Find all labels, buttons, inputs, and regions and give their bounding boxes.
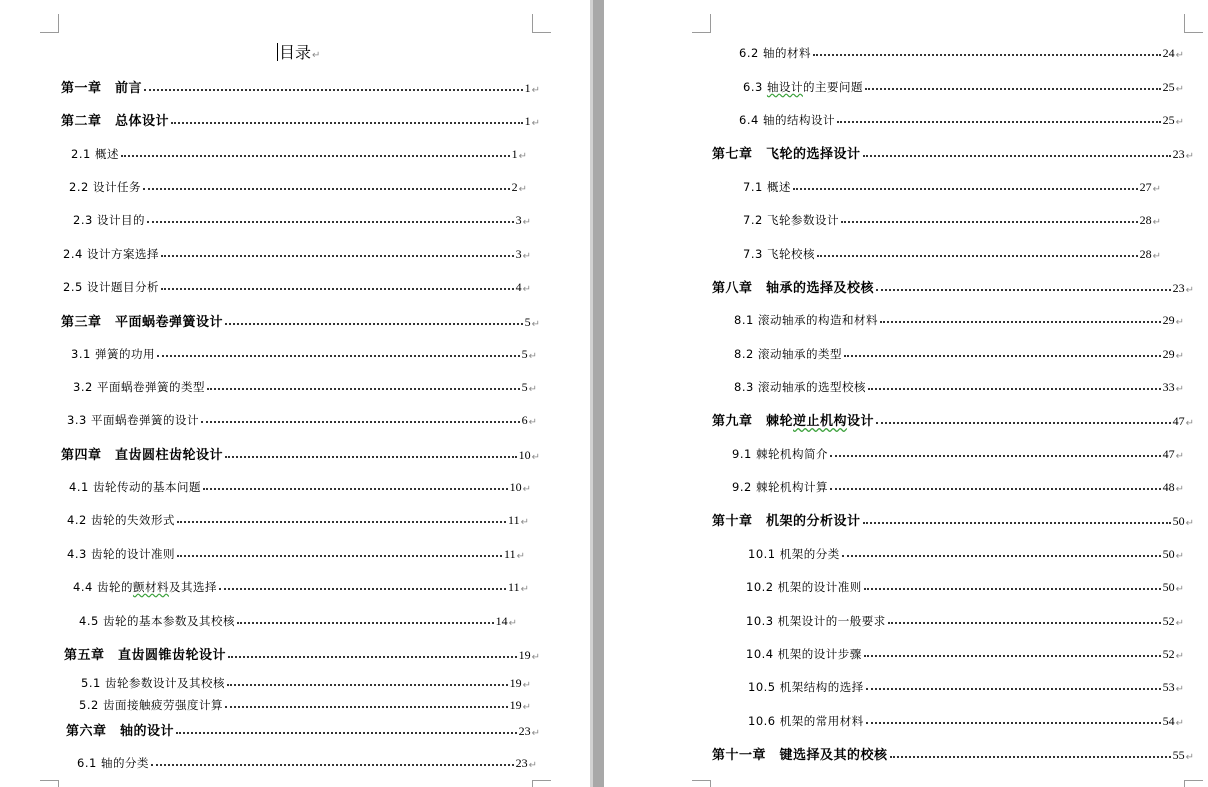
- toc-entry[interactable]: [748, 711, 1184, 729]
- page-number: 50: [1162, 547, 1175, 561]
- dot-leader: [842, 555, 1161, 557]
- page-number: 50: [1162, 580, 1175, 594]
- dot-leader: [817, 255, 1138, 257]
- paragraph-mark-icon: ↵: [531, 85, 540, 96]
- toc-section-title: 7.2 飞轮参数设计: [743, 213, 839, 227]
- paragraph-mark-icon: ↵: [522, 484, 531, 495]
- toc-entry[interactable]: [712, 143, 1194, 162]
- toc-entry[interactable]: [64, 644, 540, 663]
- toc-chapter-title: 第十一章 键选择及其的校核: [712, 748, 888, 763]
- toc-entry[interactable]: [73, 577, 529, 595]
- page-number: 6: [521, 413, 528, 427]
- dot-leader: [177, 521, 506, 523]
- toc-section-title: 9.2 棘轮机构计算: [732, 480, 828, 494]
- page-number: 50: [1172, 514, 1185, 528]
- toc-section-title: 10.5 机架结构的选择: [748, 680, 864, 694]
- page-number: 3: [515, 247, 522, 261]
- page-number: 53: [1162, 680, 1175, 694]
- paragraph-mark-icon: ↵: [1175, 484, 1184, 495]
- page-number: 25: [1162, 113, 1175, 127]
- toc-section-title: 10.2 机架的设计准则: [746, 580, 862, 594]
- page-number: 23: [1172, 147, 1185, 161]
- toc-chapter-title: 第六章 轴的设计: [66, 724, 175, 739]
- page-number: 47: [1172, 414, 1185, 428]
- paragraph-mark-icon: ↵: [1152, 184, 1161, 195]
- crop-mark-top-left: [40, 14, 59, 33]
- page-number: 5: [521, 380, 528, 394]
- crop-mark-top-right: [532, 14, 551, 33]
- page-number: 11: [508, 513, 520, 527]
- toc-section-title: 10.4 机架的设计步骤: [746, 647, 862, 661]
- page-number: 23: [518, 724, 531, 738]
- dot-leader: [203, 488, 508, 490]
- paragraph-mark-icon: ↵: [528, 417, 537, 428]
- toc-chapter-title: 第三章 平面蜗卷弹簧设计: [61, 315, 224, 330]
- dot-leader: [151, 764, 514, 766]
- dot-leader: [830, 455, 1161, 457]
- dot-leader: [176, 732, 517, 734]
- paragraph-mark-icon: ↵: [1175, 651, 1184, 662]
- page-number: 1: [511, 147, 518, 161]
- toc-chapter-title: 第二章 总体设计: [61, 114, 170, 129]
- toc-section-title: 6.2 轴的材料: [739, 46, 811, 60]
- paragraph-mark-icon: ↵: [522, 217, 531, 228]
- paragraph-mark-icon: ↵: [522, 251, 531, 262]
- paragraph-mark-icon: ↵: [528, 760, 537, 771]
- dot-leader: [161, 255, 514, 257]
- paragraph-mark-icon: ↵: [1175, 117, 1184, 128]
- page-number: 52: [1162, 614, 1175, 628]
- paragraph-mark-icon: ↵: [1175, 551, 1184, 562]
- toc-section-title: 4.4 齿轮的颤材料及其选择: [73, 580, 217, 594]
- toc-entry[interactable]: [71, 144, 527, 162]
- toc-chapter-title: 第四章 直齿圆柱齿轮设计: [61, 448, 224, 463]
- toc-section-title: 6.3 轴设计的主要问题: [743, 80, 863, 94]
- page-number: 5: [524, 315, 531, 329]
- page-number: 1: [524, 81, 531, 95]
- toc-entry[interactable]: [734, 377, 1184, 395]
- paragraph-mark-icon: ↵: [520, 584, 529, 595]
- dot-leader: [880, 321, 1161, 323]
- paragraph-mark-icon: ↵: [528, 384, 537, 395]
- dot-leader: [830, 488, 1161, 490]
- page-number: 19: [518, 648, 531, 662]
- dot-leader: [890, 756, 1171, 758]
- page-number: 24: [1162, 46, 1175, 60]
- toc-section-title: 10.3 机架设计的一般要求: [746, 614, 886, 628]
- paragraph-mark-icon: ↵: [312, 50, 321, 61]
- page-number: 55: [1172, 748, 1185, 762]
- page-number: 47: [1162, 447, 1175, 461]
- toc-section-title: 2.5 设计题目分析: [63, 280, 159, 294]
- page-number: 11: [504, 547, 516, 561]
- page-number: 10: [518, 448, 531, 462]
- dot-leader: [837, 121, 1161, 123]
- dot-leader: [863, 155, 1171, 157]
- dot-leader: [866, 688, 1161, 690]
- toc-section-title: 3.3 平面蜗卷弹簧的设计: [67, 413, 199, 427]
- toc-entry[interactable]: [743, 177, 1161, 195]
- toc-entry[interactable]: [61, 77, 540, 96]
- dot-leader: [144, 89, 523, 91]
- toc-entry[interactable]: [73, 210, 531, 228]
- toc-entry[interactable]: [746, 644, 1184, 662]
- dot-leader: [143, 188, 510, 190]
- paragraph-mark-icon: ↵: [1175, 317, 1184, 328]
- toc-entry[interactable]: [69, 477, 531, 495]
- paragraph-mark-icon: ↵: [1152, 217, 1161, 228]
- paragraph-mark-icon: ↵: [1185, 285, 1194, 296]
- toc-entry[interactable]: [739, 43, 1184, 61]
- toc-section-title: 3.2 平面蜗卷弹簧的类型: [73, 380, 205, 394]
- dot-leader: [844, 355, 1161, 357]
- dot-leader: [793, 188, 1138, 190]
- paragraph-mark-icon: ↵: [531, 319, 540, 330]
- dot-leader: [237, 622, 494, 624]
- toc-entry[interactable]: [743, 244, 1161, 262]
- toc-entry[interactable]: [63, 277, 531, 295]
- toc-entry[interactable]: [732, 444, 1184, 462]
- page-number: 19: [509, 676, 522, 690]
- dot-leader: [876, 289, 1171, 291]
- dot-leader: [157, 355, 520, 357]
- dot-leader: [841, 221, 1138, 223]
- page-number: 23: [515, 756, 528, 770]
- toc-entry[interactable]: [712, 410, 1194, 429]
- toc-entry[interactable]: [63, 244, 531, 262]
- toc-entry[interactable]: [73, 377, 537, 395]
- page-number: 25: [1162, 80, 1175, 94]
- toc-entry[interactable]: [79, 611, 517, 629]
- toc-entry[interactable]: [61, 110, 540, 129]
- toc-entry[interactable]: [734, 310, 1184, 328]
- text-cursor: [277, 43, 278, 61]
- toc-chapter-title: 第一章 前言: [61, 81, 143, 96]
- crop-mark-bottom-left: [40, 780, 59, 787]
- page-number: 1: [524, 114, 531, 128]
- toc-entry[interactable]: [67, 510, 529, 528]
- dot-leader: [219, 588, 506, 590]
- dot-leader: [207, 388, 520, 390]
- page-number: 4: [515, 280, 522, 294]
- dot-leader: [227, 684, 508, 686]
- dot-leader: [876, 422, 1171, 424]
- dot-leader: [813, 54, 1161, 56]
- paragraph-mark-icon: ↵: [1175, 451, 1184, 462]
- paragraph-mark-icon: ↵: [522, 284, 531, 295]
- toc-entry[interactable]: [712, 510, 1194, 529]
- document-page-right: [604, 0, 1208, 787]
- toc-entry[interactable]: [71, 344, 537, 362]
- page-number: 27: [1139, 180, 1152, 194]
- paragraph-mark-icon: ↵: [518, 184, 527, 195]
- page-number: 28: [1139, 247, 1152, 261]
- crop-mark-bottom-left: [692, 780, 711, 787]
- page-number: 5: [521, 347, 528, 361]
- toc-section-title: 4.1 齿轮传动的基本问题: [69, 480, 201, 494]
- toc-section-title: 5.1 齿轮参数设计及其校核: [81, 676, 225, 690]
- paragraph-mark-icon: ↵: [1175, 684, 1184, 695]
- toc-entry[interactable]: [79, 695, 531, 713]
- toc-section-title: 2.4 设计方案选择: [63, 247, 159, 261]
- dot-leader: [228, 656, 517, 658]
- paragraph-mark-icon: ↵: [531, 652, 540, 663]
- page-number: 33: [1162, 380, 1175, 394]
- toc-section-title: 8.1 滚动轴承的构造和材料: [734, 313, 878, 327]
- toc-chapter-title: 第八章 轴承的选择及校核: [712, 281, 875, 296]
- page-number: 54: [1162, 714, 1175, 728]
- paragraph-mark-icon: ↵: [1152, 251, 1161, 262]
- paragraph-mark-icon: ↵: [522, 702, 531, 713]
- dot-leader: [863, 522, 1171, 524]
- paragraph-mark-icon: ↵: [516, 551, 525, 562]
- toc-entry[interactable]: [746, 611, 1184, 629]
- paragraph-mark-icon: ↵: [1185, 151, 1194, 162]
- toc-chapter-title: 第十章 机架的分析设计: [712, 514, 861, 529]
- toc-entry[interactable]: [81, 673, 531, 691]
- toc-chapter-title: 第七章 飞轮的选择设计: [712, 147, 861, 162]
- toc-entry[interactable]: [69, 177, 527, 195]
- toc-section-title: 5.2 齿面接触疲劳强度计算: [79, 698, 223, 712]
- toc-chapter-title: 第九章 棘轮逆止机构设计: [712, 414, 875, 429]
- toc-section-title: 2.2 设计任务: [69, 180, 141, 194]
- crop-mark-top-left: [692, 14, 711, 33]
- toc-entry[interactable]: [66, 720, 540, 739]
- crop-mark-top-right: [1184, 14, 1203, 33]
- toc-entry[interactable]: [61, 444, 540, 463]
- dot-leader: [225, 706, 508, 708]
- dot-leader: [225, 323, 523, 325]
- toc-section-title: 6.1 轴的分类: [77, 756, 149, 770]
- toc-entry[interactable]: [748, 544, 1184, 562]
- toc-section-title: 4.3 齿轮的设计准则: [67, 547, 175, 561]
- paragraph-mark-icon: ↵: [518, 151, 527, 162]
- page-number: 3: [515, 213, 522, 227]
- toc-section-title: 10.6 机架的常用材料: [748, 714, 864, 728]
- paragraph-mark-icon: ↵: [1185, 418, 1194, 429]
- toc-section-title: 6.4 轴的结构设计: [739, 113, 835, 127]
- page-number: 28: [1139, 213, 1152, 227]
- dot-leader: [865, 88, 1161, 90]
- toc-section-title: 7.1 概述: [743, 180, 791, 194]
- paragraph-mark-icon: ↵: [520, 517, 529, 528]
- toc-section-title: 9.1 棘轮机构简介: [732, 447, 828, 461]
- page-number: 23: [1172, 281, 1185, 295]
- toc-section-title: 4.2 齿轮的失效形式: [67, 513, 175, 527]
- toc-chapter-title: 第五章 直齿圆锥齿轮设计: [64, 648, 227, 663]
- paragraph-mark-icon: ↵: [531, 728, 540, 739]
- toc-section-title: 3.1 弹簧的功用: [71, 347, 155, 361]
- page-number: 10: [509, 480, 522, 494]
- toc-entry[interactable]: [712, 744, 1194, 763]
- paragraph-mark-icon: ↵: [1175, 50, 1184, 61]
- paragraph-mark-icon: ↵: [1185, 752, 1194, 763]
- toc-section-title: 2.1 概述: [71, 147, 119, 161]
- paragraph-mark-icon: ↵: [1175, 84, 1184, 95]
- dot-leader: [888, 622, 1161, 624]
- toc-title[interactable]: 目录↵: [279, 43, 321, 62]
- toc-entry[interactable]: [746, 577, 1184, 595]
- dot-leader: [866, 722, 1161, 724]
- dot-leader: [121, 155, 510, 157]
- paragraph-mark-icon: ↵: [1175, 584, 1184, 595]
- dot-leader: [147, 221, 514, 223]
- paragraph-mark-icon: ↵: [531, 118, 540, 129]
- dot-leader: [171, 122, 523, 124]
- toc-entry[interactable]: [67, 544, 525, 562]
- toc-entry[interactable]: [712, 277, 1194, 296]
- paragraph-mark-icon: ↵: [522, 680, 531, 691]
- toc-section-title: 10.1 机架的分类: [748, 547, 840, 561]
- toc-entry[interactable]: [743, 77, 1184, 95]
- paragraph-mark-icon: ↵: [531, 452, 540, 463]
- paragraph-mark-icon: ↵: [1175, 351, 1184, 362]
- page-number: 11: [508, 580, 520, 594]
- dot-leader: [161, 288, 514, 290]
- page-number: 48: [1162, 480, 1175, 494]
- crop-mark-bottom-right: [1184, 780, 1203, 787]
- document-page-left: [0, 0, 590, 787]
- toc-entry[interactable]: [732, 477, 1184, 495]
- paragraph-mark-icon: ↵: [528, 351, 537, 362]
- toc-section-title: 4.5 齿轮的基本参数及其校核: [79, 614, 235, 628]
- dot-leader: [177, 555, 502, 557]
- paragraph-mark-icon: ↵: [1175, 384, 1184, 395]
- toc-entry[interactable]: [748, 677, 1184, 695]
- toc-entry[interactable]: [743, 210, 1161, 228]
- page-number: 14: [495, 614, 508, 628]
- dot-leader: [864, 655, 1161, 657]
- page-gutter: [590, 0, 604, 787]
- page-number: 29: [1162, 347, 1175, 361]
- page-number: 2: [511, 180, 518, 194]
- toc-section-title: 8.3 滚动轴承的选型校核: [734, 380, 866, 394]
- paragraph-mark-icon: ↵: [1175, 718, 1184, 729]
- toc-section-title: 2.3 设计目的: [73, 213, 145, 227]
- toc-entry[interactable]: [77, 753, 537, 771]
- dot-leader: [225, 456, 517, 458]
- toc-section-title: 8.2 滚动轴承的类型: [734, 347, 842, 361]
- toc-section-title: 7.3 飞轮校核: [743, 247, 815, 261]
- page-number: 52: [1162, 647, 1175, 661]
- page-number: 29: [1162, 313, 1175, 327]
- paragraph-mark-icon: ↵: [1175, 618, 1184, 629]
- paragraph-mark-icon: ↵: [508, 618, 517, 629]
- toc-entry[interactable]: [61, 311, 540, 330]
- page-number: 19: [509, 698, 522, 712]
- dot-leader: [201, 421, 520, 423]
- dot-leader: [868, 388, 1161, 390]
- toc-entry[interactable]: [67, 410, 537, 428]
- dot-leader: [864, 588, 1161, 590]
- toc-entry[interactable]: [734, 344, 1184, 362]
- paragraph-mark-icon: ↵: [1185, 518, 1194, 529]
- toc-entry[interactable]: [739, 110, 1184, 128]
- crop-mark-bottom-right: [532, 780, 551, 787]
